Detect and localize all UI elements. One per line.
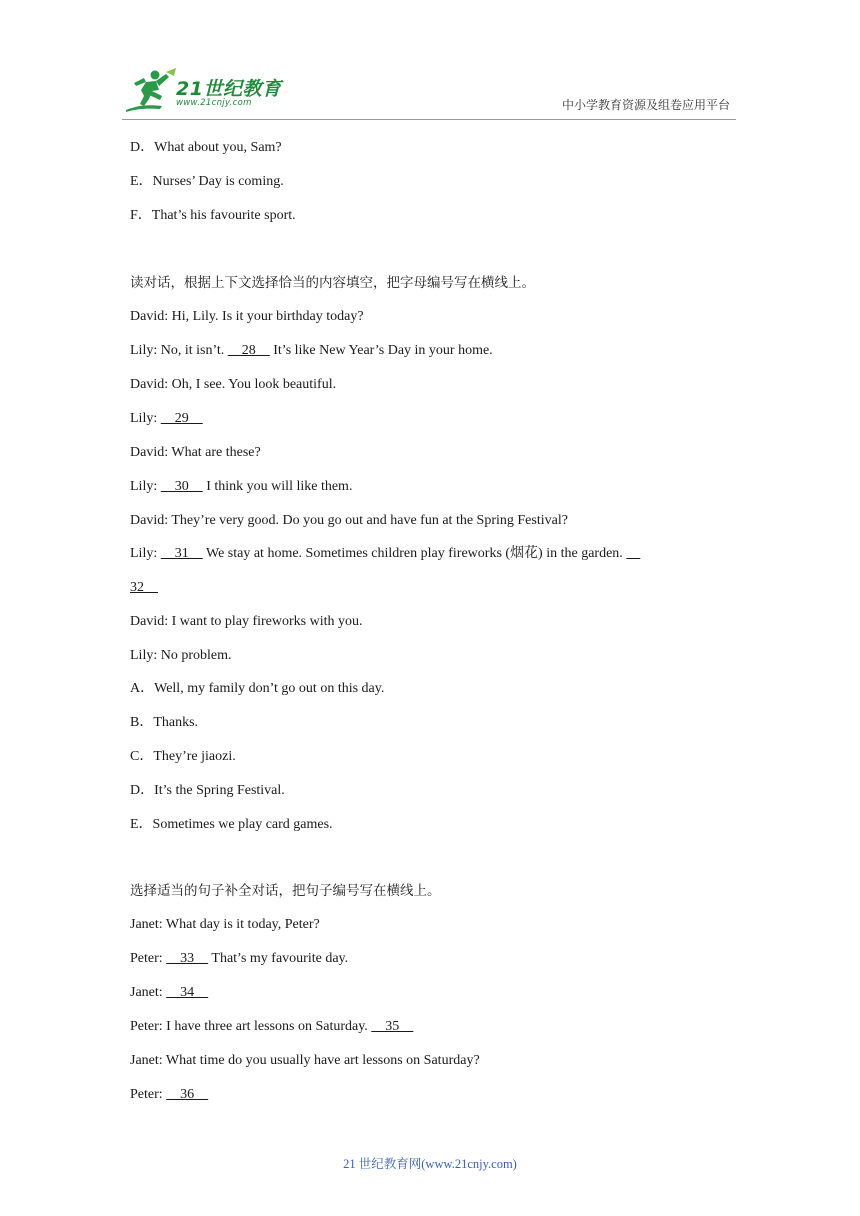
line-text: Janet: bbox=[130, 985, 167, 1000]
line-text: Peter: I have three art lessons on Saturday. bbox=[130, 1019, 372, 1034]
site-logo bbox=[122, 66, 292, 116]
logo-text: 21世纪教育 bbox=[176, 78, 282, 100]
answer-blank-32-start[interactable] bbox=[626, 546, 640, 561]
page-header bbox=[0, 0, 860, 124]
dialogue-line: David: I want to play fireworks with you. bbox=[130, 614, 363, 629]
answer-blank-36[interactable]: 36 bbox=[166, 1087, 209, 1102]
dialogue-line bbox=[130, 342, 493, 360]
option-line: D．It’s the Spring Festival. bbox=[130, 783, 285, 798]
site-tagline: 中小学教育资源及组卷应用平台 bbox=[561, 98, 730, 112]
dialogue-line: Janet: What time do you usually have art lessons on Saturday? bbox=[130, 1053, 480, 1068]
header-divider bbox=[122, 119, 736, 120]
option-line: F．That’s his favourite sport. bbox=[130, 208, 296, 223]
runner-logo-icon bbox=[122, 66, 178, 116]
option-line: C．They’re jiaozi. bbox=[130, 749, 236, 764]
line-text: Peter: bbox=[130, 1087, 167, 1102]
answer-blank-30[interactable]: 30 bbox=[160, 479, 203, 494]
dialogue-line bbox=[130, 1086, 208, 1104]
dialogue-line: David: What are these? bbox=[130, 445, 261, 460]
line-text: Lily: No, it isn’t. bbox=[130, 343, 228, 358]
line-text: Lily: bbox=[130, 479, 161, 494]
answer-blank-33[interactable]: 33 bbox=[166, 951, 209, 966]
line-text: That’s my favourite day. bbox=[208, 951, 349, 966]
line-text: It’s like New Year’s Day in your home. bbox=[269, 343, 493, 358]
answer-blank-34[interactable]: 34 bbox=[166, 985, 209, 1000]
dialogue-line: Lily: No problem. bbox=[130, 648, 232, 663]
dialogue-line bbox=[130, 1018, 413, 1036]
dialogue-line bbox=[130, 545, 640, 563]
option-line: E．Nurses’ Day is coming. bbox=[130, 174, 284, 189]
answer-blank-31[interactable]: 31 bbox=[160, 546, 203, 561]
line-text: I think you will like them. bbox=[202, 479, 353, 494]
answer-blank-29[interactable]: 29 bbox=[160, 411, 203, 426]
section-instruction: 选择适当的句子补全对话，把句子编号写在横线上。 bbox=[130, 883, 441, 899]
logo-url: www.21cnjy.com bbox=[176, 98, 252, 108]
dialogue-line bbox=[130, 579, 158, 597]
answer-blank-28[interactable]: 28 bbox=[227, 343, 270, 358]
dialogue-line: Janet: What day is it today, Peter? bbox=[130, 917, 320, 932]
section-instruction: 读对话，根据上下文选择恰当的内容填空，把字母编号写在横线上。 bbox=[130, 275, 535, 291]
option-line: D．What about you, Sam? bbox=[130, 140, 282, 155]
line-text: We stay at home. Sometimes children play fireworks (烟花) in the garden. bbox=[202, 546, 627, 561]
option-line: E．Sometimes we play card games. bbox=[130, 817, 333, 832]
dialogue-line: David: Oh, I see. You look beautiful. bbox=[130, 377, 337, 392]
dialogue-line bbox=[130, 410, 203, 428]
option-line: A．Well, my family don’t go out on this day. bbox=[130, 681, 385, 696]
answer-blank-35[interactable]: 35 bbox=[371, 1019, 414, 1034]
line-text: Peter: bbox=[130, 951, 167, 966]
option-line: B．Thanks. bbox=[130, 715, 199, 730]
line-text: Lily: bbox=[130, 546, 161, 561]
dialogue-line: David: Hi, Lily. Is it your birthday today? bbox=[130, 309, 364, 324]
page-footer: 21 世纪教育网(www.21cnjy.com) bbox=[343, 1157, 517, 1171]
dialogue-line: David: They’re very good. Do you go out and have fun at the Spring Festival? bbox=[130, 513, 568, 528]
dialogue-line bbox=[130, 478, 352, 496]
dialogue-line bbox=[130, 984, 208, 1002]
line-text: Lily: bbox=[130, 411, 161, 426]
dialogue-line bbox=[130, 950, 348, 968]
answer-blank-32[interactable]: 32 bbox=[130, 580, 158, 595]
